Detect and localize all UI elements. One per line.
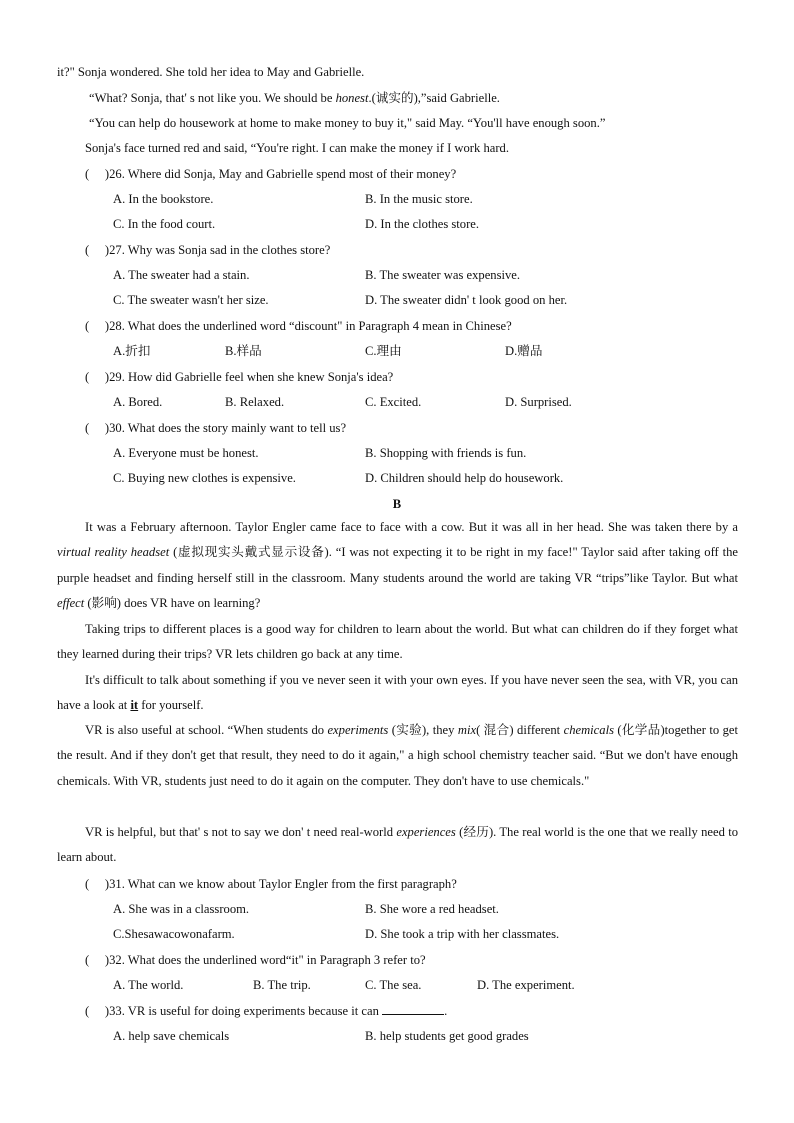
passage-a-line-3: “You can help do housework at home to make money to buy it," said May. “You'll have enough soon.” (89, 116, 606, 130)
question-26-option-a: A. In the bookstore. (113, 192, 214, 206)
question-29-option-c: C. Excited. (365, 395, 422, 409)
passage-a-line-2: “What? Sonja, that' s not like you. We should be honest.(诚实的),”said Gabrielle. (89, 91, 500, 105)
chemicals-term: chemicals (563, 723, 614, 737)
question-27-option-b: B. The sweater was expensive. (365, 268, 521, 282)
question-33-stem: ( )33. VR is useful for doing experiments because it can . (85, 1004, 448, 1018)
question-28-option-a: A.折扣 (113, 344, 151, 358)
question-31-option-d: D. She took a trip with her classmates. (365, 927, 560, 941)
vr-headset-term: virtual reality headset (57, 545, 170, 560)
question-31-stem: ( )31. What can we know about Taylor Engler from the first paragraph? (85, 877, 457, 891)
section-b-paragraph-5: VR is helpful, but that' s not to say we don' t need real-world experiences (经历). The real world is the one that we really need to learn about. (57, 825, 739, 865)
question-30-option-a: A. Everyone must be honest. (113, 446, 259, 460)
question-30-stem: ( )30. What does the story mainly want to tell us? (85, 421, 347, 435)
section-b-paragraph-1: It was a February afternoon. Taylor Engler came face to face with a cow. But it was all in her head. She was taken there by a virtual reality headset (虚拟现实头戴式显示设备). “I was not expecting it to be right in my face!" Taylor said after taking off the purple headset and finding herself still in the classroom. Many students around the world are taking VR “trips”like Taylor. But what effect (影响) does VR have on learning? (57, 520, 738, 611)
question-28-stem: ( )28. What does the underlined word “discount" in Paragraph 4 mean in Chinese? (85, 319, 512, 333)
section-b-paragraph-3: It's difficult to talk about something if you ve never seen it with your own eyes. If you have never seen the sea, with VR, you can have a look at it for yourself. (57, 673, 738, 713)
question-30-option-b: B. Shopping with friends is fun. (365, 446, 527, 460)
question-31-option-a: A. She was in a classroom. (113, 902, 250, 916)
question-28-option-c: C.理由 (365, 344, 402, 358)
question-30-option-d: D. Children should help do housework. (365, 471, 564, 485)
question-27-stem: ( )27. Why was Sonja sad in the clothes store? (85, 243, 331, 257)
question-33-option-a: A. help save chemicals (113, 1029, 230, 1043)
question-26-stem: ( )26. Where did Sonja, May and Gabrielle spend most of their money? (85, 167, 457, 181)
question-27-option-a: A. The sweater had a stain. (113, 268, 250, 282)
question-28-option-b: B.样品 (225, 344, 262, 358)
question-26-option-d: D. In the clothes store. (365, 217, 480, 231)
question-32-option-d: D. The experiment. (477, 978, 575, 992)
experiments-term: experiments (327, 723, 389, 737)
effect-term: effect (57, 596, 85, 611)
section-b-title: B (392, 497, 402, 511)
question-31-option-c: C.Shesawacowonafarm. (113, 927, 235, 941)
experiences-term: experiences (396, 825, 456, 839)
passage-a-line-1: it?" Sonja wondered. She told her idea to May and Gabrielle. (57, 65, 365, 79)
question-32-option-c: C. The sea. (365, 978, 422, 992)
mix-term: mix (457, 723, 477, 737)
section-b-paragraph-4: VR is also useful at school. “When students do experiments (实验), they mix( 混合) different chemicals (化学品)together to get the result. And if they don't get that result, they need to do it again," a high school chemistry teacher said. “But we don't have enough chemicals. With VR, students just need to do it again on the computer. They don't have to use chemicals." (57, 723, 738, 788)
question-27-option-d: D. The sweater didn' t look good on her. (365, 293, 568, 307)
question-29-stem: ( )29. How did Gabrielle feel when she knew Sonja's idea? (85, 370, 394, 384)
question-26-option-b: B. In the music store. (365, 192, 473, 206)
passage-a-line-4: Sonja's face turned red and said, “You're right. I can make the money if I work hard. (85, 141, 509, 155)
question-26-option-c: C. In the food court. (113, 217, 216, 231)
question-31-option-b: B. She wore a red headset. (365, 902, 499, 916)
question-29-option-a: A. Bored. (113, 395, 163, 409)
section-b-paragraph-2: Taking trips to different places is a good way for children to learn about the world. But what can children do if they forget what they learned during their trips? VR lets children go back at any time. (57, 622, 738, 662)
underlined-it: it (130, 698, 139, 713)
question-27-option-c: C. The sweater wasn't her size. (113, 293, 269, 307)
question-29-option-d: D. Surprised. (505, 395, 572, 409)
question-32-option-a: A. The world. (113, 978, 184, 992)
question-32-stem: ( )32. What does the underlined word“it" in Paragraph 3 refer to? (85, 953, 426, 967)
answer-blank (382, 1002, 444, 1015)
question-29-option-b: B. Relaxed. (225, 395, 285, 409)
question-33-option-b: B. help students get good grades (365, 1029, 529, 1043)
question-30-option-c: C. Buying new clothes is expensive. (113, 471, 296, 485)
question-28-option-d: D.赠品 (505, 344, 543, 358)
honest-term: honest (335, 91, 369, 105)
question-32-option-b: B. The trip. (253, 978, 311, 992)
